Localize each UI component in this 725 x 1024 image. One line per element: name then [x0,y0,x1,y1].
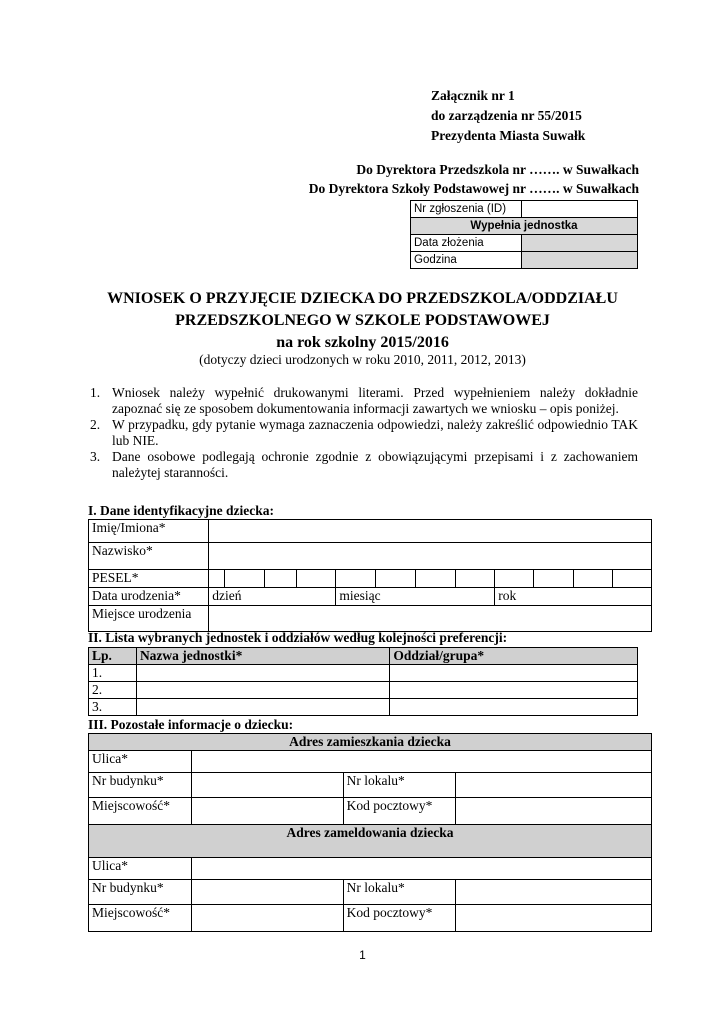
registration-id-field[interactable] [522,201,638,218]
registration-box [410,200,638,269]
pesel-digit-field[interactable] [534,570,573,588]
submission-date-field[interactable] [522,235,638,252]
residence-address-header: Adres zamieszkania dziecka [89,734,652,751]
column-group-header: Oddział/grupa* [390,648,638,665]
title-line-1: WNIOSEK O PRZYJĘCIE DZIECKA DO PRZEDSZKOLA/ODDZIAŁU [107,290,618,307]
pesel-digit-field[interactable] [336,570,376,588]
registered-city-label: Miejscowość* [89,905,192,932]
preference-unit-field[interactable] [136,665,389,682]
column-lp-header: Lp. [89,648,137,665]
pesel-digit-field[interactable] [376,570,416,588]
instruction-text: Dane osobowe podlegają ochronie zgodnie z obowiązującymi przepisami i z zachowaniem należytej staranności. [112,449,638,480]
preference-group-field[interactable] [390,699,638,716]
pesel-digit-field[interactable] [209,570,225,588]
registered-postal-label: Kod pocztowy* [343,905,456,932]
birth-year-label: rok [498,588,517,603]
preferences-table [88,647,638,716]
attachment-line-2: do zarządzenia nr 55/2015 [431,108,582,123]
registered-apartment-label: Nr lokalu* [343,880,456,905]
addressee-preschool: Do Dyrektora Przedszkola nr ……. w Suwałkach [356,162,639,177]
title-line-2: PRZEDSZKOLNEGO W SZKOLE PODSTAWOWEJ [175,312,550,329]
instruction-text: W przypadku, gdy pytanie wymaga zaznaczenia odpowiedzi, należy zakreślić odpowiednio TAK lub NIE. [112,417,638,448]
preference-row-number: 3. [89,699,137,716]
birth-month-field[interactable] [336,588,495,606]
submission-time-field[interactable] [522,252,638,269]
instructions-list [90,385,638,481]
registered-city-field[interactable] [191,905,343,932]
birth-place-field[interactable] [209,606,652,632]
residence-postal-field[interactable] [456,798,652,825]
registered-street-field[interactable] [191,858,651,880]
pesel-digit-field[interactable] [296,570,335,588]
title-line-3: na rok szkolny 2015/2016 [276,334,449,351]
registered-street-label: Ulica* [89,858,192,880]
instruction-number: 1. [90,385,101,400]
submission-date-label: Data złożenia [411,235,522,252]
pesel-digit-field[interactable] [225,570,264,588]
attachment-line-3: Prezydenta Miasta Suwałk [431,128,586,143]
preference-group-field[interactable] [390,682,638,699]
section-2-heading: II. Lista wybranych jednostek i oddziałów według kolejności preferencji: [88,630,508,645]
pesel-label: PESEL* [89,570,209,588]
form-subtitle: (dotyczy dzieci urodzonych w roku 2010, 2011, 2012, 2013) [199,352,526,367]
instruction-text: Wniosek należy wypełnić drukowanymi literami. Przed wypełnieniem należy dokładnie zapoznać się ze sposobem dokumentowania informacji zawartych we wniosku – opis poniżej. [112,385,638,416]
residence-building-field[interactable] [191,773,343,798]
preference-unit-field[interactable] [136,699,389,716]
residence-apartment-field[interactable] [456,773,652,798]
attachment-note [431,86,585,146]
addressee-school: Do Dyrektora Szkoły Podstawowej nr ……. w Suwałkach [308,181,639,196]
pesel-digit-field[interactable] [415,570,455,588]
registered-postal-field[interactable] [456,905,652,932]
birth-month-label: miesiąc [339,588,381,603]
preference-unit-field[interactable] [136,682,389,699]
instruction-number: 2. [90,417,101,432]
addressee-block [309,160,639,198]
residence-postal-label: Kod pocztowy* [343,798,456,825]
preference-row-number: 2. [89,682,137,699]
pesel-digit-field[interactable] [612,570,651,588]
preference-row-number: 1. [89,665,137,682]
residence-city-field[interactable] [191,798,343,825]
registered-building-field[interactable] [191,880,343,905]
first-name-field[interactable] [209,520,652,543]
last-name-field[interactable] [209,543,652,570]
section-3-heading: III. Pozostałe informacje o dziecku: [88,717,294,732]
pesel-digit-field[interactable] [495,570,534,588]
birth-day-field[interactable] [209,588,336,606]
form-title [0,288,725,354]
instruction-item [90,449,638,481]
address-table [88,733,652,932]
pesel-digit-field[interactable] [264,570,296,588]
attachment-line-1: Załącznik nr 1 [431,88,515,103]
pesel-digit-field[interactable] [573,570,612,588]
birth-day-label: dzień [212,588,242,603]
registered-building-label: Nr budynku* [89,880,192,905]
residence-building-label: Nr budynku* [89,773,192,798]
instruction-item [90,417,638,449]
instruction-number: 3. [90,449,101,464]
last-name-label: Nazwisko* [89,543,209,570]
first-name-label: Imię/Imiona* [89,520,209,543]
column-unit-name-header: Nazwa jednostki* [136,648,389,665]
section-1-heading: I. Dane identyfikacyjne dziecka: [88,503,274,518]
residence-street-label: Ulica* [89,751,192,773]
registration-id-label: Nr zgłoszenia (ID) [411,201,522,218]
page-number: 1 [359,948,366,962]
preference-group-field[interactable] [390,665,638,682]
birth-date-label: Data urodzenia* [89,588,209,606]
instruction-item [90,385,638,417]
birth-place-label: Miejsce urodzenia [89,606,209,632]
registered-apartment-field[interactable] [456,880,652,905]
submission-time-label: Godzina [411,252,522,269]
child-identification-table [88,519,652,632]
registration-box-header: Wypełnia jednostka [411,218,638,235]
pesel-digit-field[interactable] [455,570,495,588]
registered-address-header: Adres zameldowania dziecka [89,825,652,858]
residence-city-label: Miejscowość* [89,798,192,825]
birth-year-field[interactable] [495,588,652,606]
residence-street-field[interactable] [191,751,651,773]
residence-apartment-label: Nr lokalu* [343,773,456,798]
